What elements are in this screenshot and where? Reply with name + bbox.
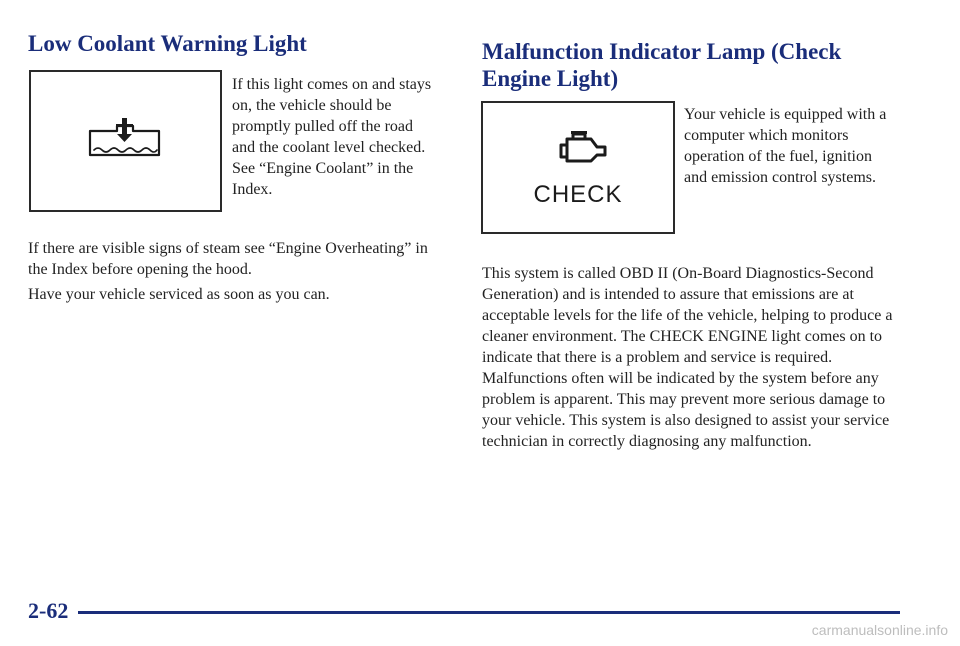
coolant-warning-figure: [29, 70, 222, 212]
malfunction-lamp-heading: Malfunction Indicator Lamp (Check Engine Light): [482, 39, 842, 91]
check-engine-figure: [481, 101, 675, 234]
watermark: carmanualsonline.info: [811, 622, 948, 638]
steam-paragraph: If there are visible signs of steam see “Engine Overheating” in the Index before opening the hood.: [28, 240, 428, 278]
coolant-icon: [31, 72, 220, 210]
low-coolant-heading: Low Coolant Warning Light: [28, 31, 307, 56]
page-number: 2-62: [28, 598, 69, 623]
malfunction-side-text: Your vehicle is equipped with a computer which monitors operation of the fuel, ignition and emission control systems.: [684, 106, 887, 186]
engine-icon: [483, 103, 673, 183]
check-label: CHECK: [533, 181, 623, 208]
service-paragraph: Have your vehicle serviced as soon as you can.: [28, 286, 330, 303]
obd-paragraph: This system is called OBD II (On-Board Diagnostics-Second Generation) and is intended to assure that emissions are at acceptable levels for the life of the vehicle, helping to produce a cleaner environment. The CHECK ENGINE light comes on to indicate that there is a problem and service is required. Malfunctions often will be indicated by the system before any problem is apparent. This may prevent more serious damage to your vehicle. This system is also designed to assist your service technician in correctly diagnosing any malfunction.: [482, 265, 893, 450]
low-coolant-side-text: If this light comes on and stays on, the vehicle should be promptly pulled off the road and the coolant level checked. See “Engine Coolant” in the Index.: [232, 76, 432, 198]
footer-rule: [78, 611, 900, 614]
